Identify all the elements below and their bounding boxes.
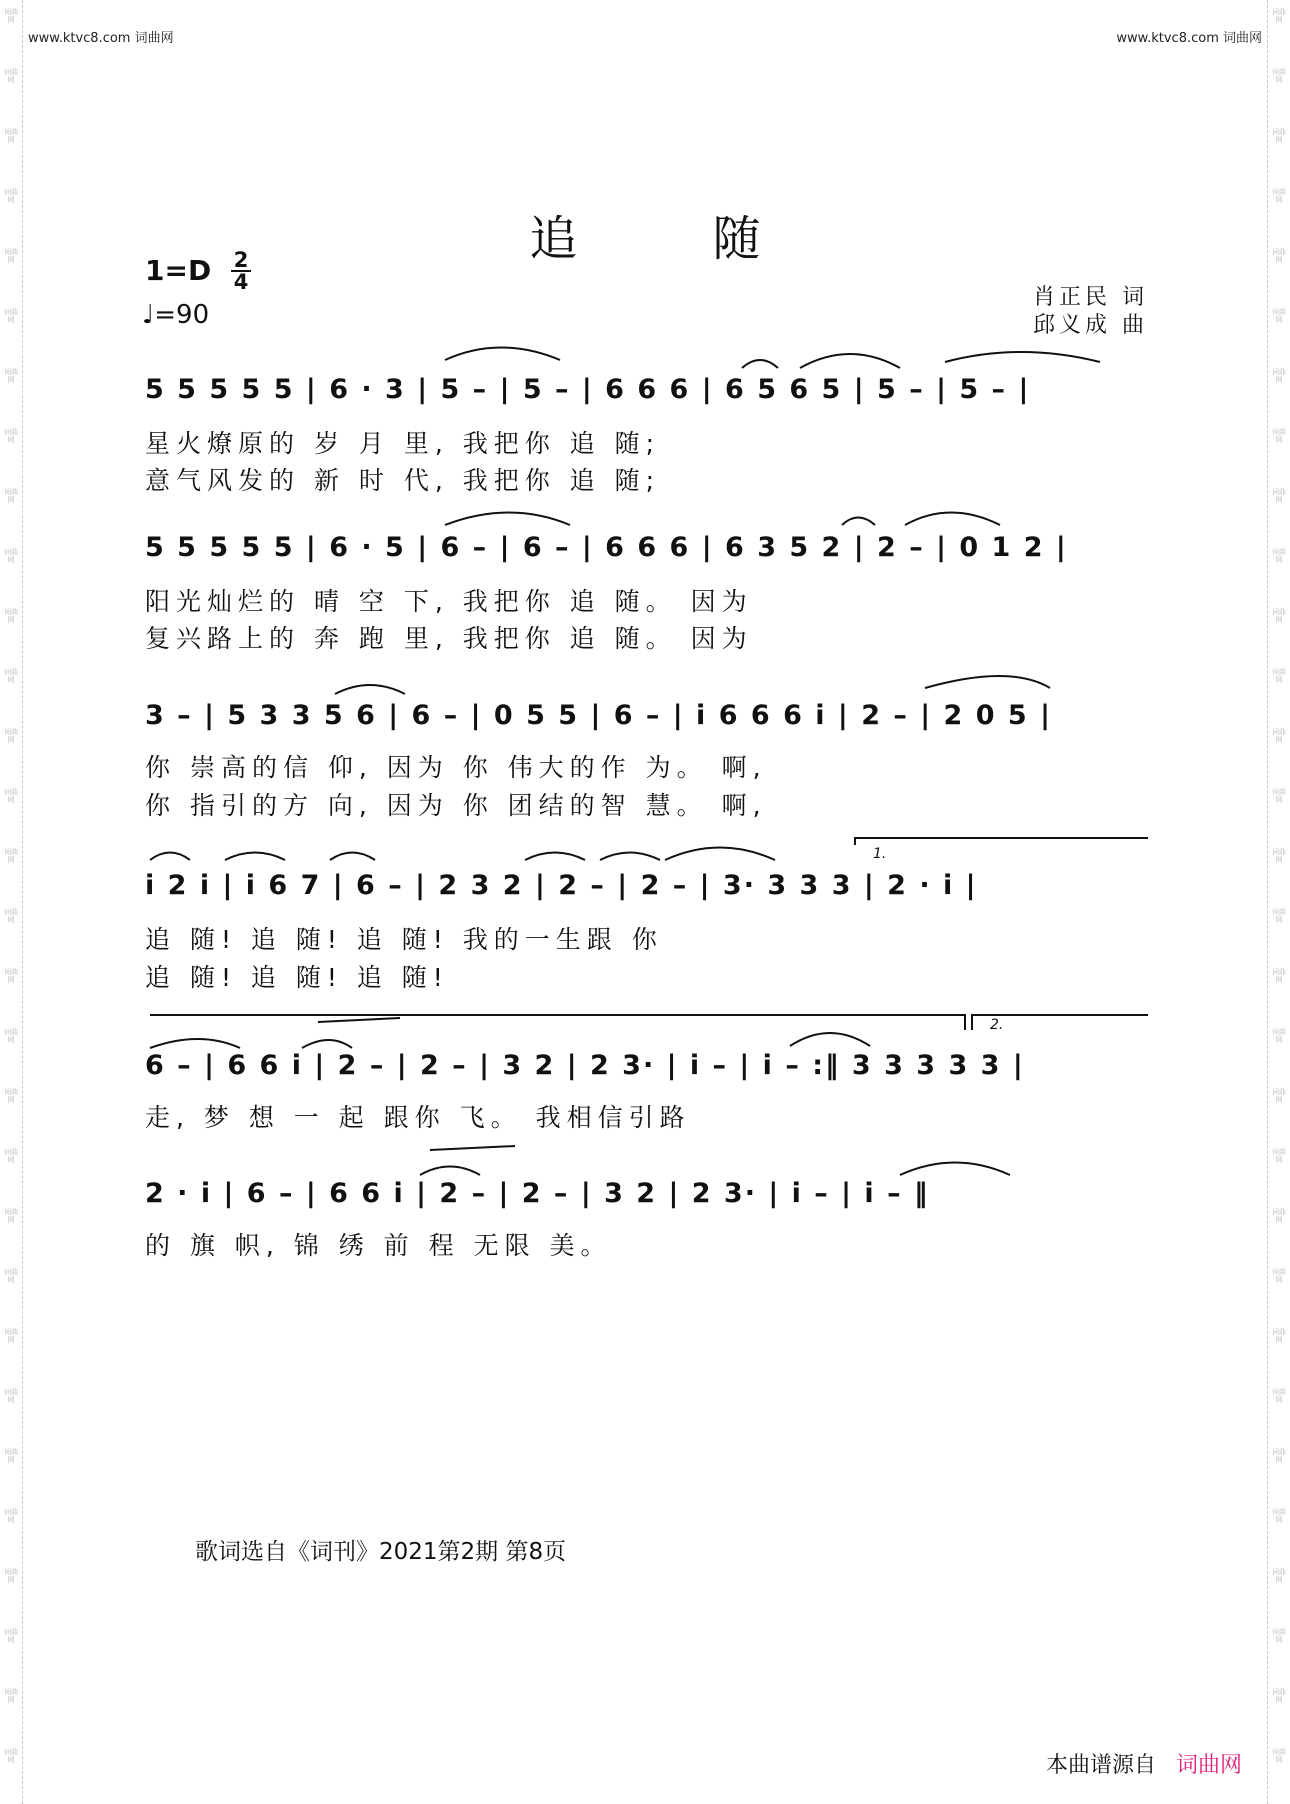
side-watermark-text: 词曲网 xyxy=(1272,968,1286,984)
music-line-1: 5 5 5 5 5 | 6 · 3 | 5 – | 5 – | 6 6 6 | 6 5 6 5 | 5 – | 5 – | xyxy=(145,374,1031,405)
side-watermark-text: 词曲网 xyxy=(1272,248,1286,264)
side-watermark-text: 词曲网 xyxy=(4,1628,18,1644)
slur xyxy=(900,1163,1010,1176)
slur xyxy=(302,1040,352,1048)
side-watermark-text: 词曲网 xyxy=(1272,668,1286,684)
slur xyxy=(445,513,570,526)
music-line-5: 6 – | 6 6 i | 2 – | 2 – | 3 2 | 2 3· | i – | i – :‖ 3 3 3 3 3 | xyxy=(145,1050,1025,1081)
music-line-6: 2 · i | 6 – | 6 6 i | 2 – | 2 – | 3 2 | 2 3· | i – | i – ‖ xyxy=(145,1178,930,1209)
lyrics-source-note: 歌词选自《词刊》2021第2期 第8页 xyxy=(195,1539,567,1565)
lyric-line-1-verse-2: 意气风发的 新 时 代, 我把你 追 随; xyxy=(145,466,661,495)
side-watermark-text: 词曲网 xyxy=(4,1748,18,1764)
side-watermark-text: 词曲网 xyxy=(1272,1148,1286,1164)
side-watermark-text: 词曲网 xyxy=(1272,1268,1286,1284)
slur xyxy=(790,1033,870,1046)
slur xyxy=(150,1039,240,1048)
side-watermark-text: 词曲网 xyxy=(4,128,18,144)
side-watermark-text: 词曲网 xyxy=(1272,728,1286,744)
side-watermark-text: 词曲网 xyxy=(4,968,18,984)
meter-bottom: 4 xyxy=(233,270,249,294)
side-watermark-text: 词曲网 xyxy=(4,1208,18,1224)
side-watermark-text: 词曲网 xyxy=(1272,1568,1286,1584)
composer-credit: 邱义成 曲 xyxy=(1033,313,1148,338)
side-watermark-text: 词曲网 xyxy=(4,1088,18,1104)
side-watermark-text: 词曲网 xyxy=(4,848,18,864)
side-watermark-text: 词曲网 xyxy=(4,1328,18,1344)
volta-label-2: 2. xyxy=(990,1017,1004,1033)
side-watermark-text: 词曲网 xyxy=(4,1388,18,1404)
side-watermark-text: 词曲网 xyxy=(1272,188,1286,204)
side-watermark-text: 词曲网 xyxy=(4,368,18,384)
side-watermark-text: 词曲网 xyxy=(4,1568,18,1584)
slur xyxy=(800,354,900,368)
score-source-credit xyxy=(1046,1748,1242,1779)
slur xyxy=(330,853,375,861)
slur xyxy=(905,513,1000,526)
slur xyxy=(445,348,560,361)
song-title: 追 随 xyxy=(529,211,821,267)
lyric-line-1-verse-1: 星火燎原的 岁 月 里, 我把你 追 随; xyxy=(145,429,661,458)
lyric-line-5: 走, 梦 想 一 起 跟你 飞。 我相信引路 xyxy=(145,1103,691,1132)
side-watermark-text: 词曲网 xyxy=(1272,608,1286,624)
side-watermark-text: 词曲网 xyxy=(1272,1388,1286,1404)
side-watermark-text: 词曲网 xyxy=(4,428,18,444)
lyric-line-6: 的 旗 帜, 锦 绣 前 程 无限 美。 xyxy=(145,1231,612,1260)
music-line-4: i 2 i | i 6 7 | 6 – | 2 3 2 | 2 – | 2 – | 3· 3 3 3 | 2 · i | xyxy=(145,870,978,901)
side-watermark-text: 词曲网 xyxy=(4,1148,18,1164)
side-watermark-text: 词曲网 xyxy=(4,728,18,744)
header-url-right: www.ktvc8.com 词曲网 xyxy=(1116,31,1262,46)
volta-label-1: 1. xyxy=(873,846,887,862)
side-watermark-text: 词曲网 xyxy=(1272,1328,1286,1344)
source-brand-link[interactable]: 词曲网 xyxy=(1175,1753,1242,1778)
slur xyxy=(600,853,660,861)
side-watermark-text: 词曲网 xyxy=(4,1688,18,1704)
side-watermark-text: 词曲网 xyxy=(4,488,18,504)
header-url-left: www.ktvc8.com 词曲网 xyxy=(28,31,174,46)
side-watermark-text: 词曲网 xyxy=(4,908,18,924)
slur xyxy=(420,1167,480,1176)
side-watermark-text: 词曲网 xyxy=(4,308,18,324)
crescendo-mark xyxy=(430,1146,515,1150)
lyric-line-2-verse-2: 复兴路上的 奔 跑 里, 我把你 追 随。 因为 xyxy=(145,624,753,653)
side-watermark-text: 词曲网 xyxy=(4,188,18,204)
lyric-line-3-verse-1: 你 崇高的信 仰, 因为 你 伟大的作 为。 啊, xyxy=(145,753,767,782)
slur xyxy=(742,360,778,368)
side-watermark-text: 词曲网 xyxy=(4,8,18,24)
side-watermark-text: 词曲网 xyxy=(4,608,18,624)
tempo-marking: ♩=90 xyxy=(142,300,210,330)
lyric-line-4-verse-2: 追 随! 追 随! 追 随! xyxy=(145,963,449,992)
side-watermark-text: 词曲网 xyxy=(1272,1748,1286,1764)
side-watermark-text: 词曲网 xyxy=(1272,368,1286,384)
side-watermark-text: 词曲网 xyxy=(1272,1088,1286,1104)
slur xyxy=(150,853,190,861)
slur xyxy=(842,518,875,526)
lyric-line-4-verse-1: 追 随! 追 随! 追 随! 我的一生跟 你 xyxy=(145,925,663,954)
side-watermark-text: 词曲网 xyxy=(1272,908,1286,924)
side-watermark-text: 词曲网 xyxy=(4,1028,18,1044)
side-watermark-text: 词曲网 xyxy=(4,68,18,84)
source-label: 本曲谱源自 xyxy=(1045,1753,1156,1778)
slur xyxy=(525,853,585,861)
side-watermark-text: 词曲网 xyxy=(1272,1688,1286,1704)
crescendo-mark xyxy=(318,1018,400,1022)
slur xyxy=(925,676,1050,688)
slur xyxy=(945,352,1100,362)
side-watermark-text: 词曲网 xyxy=(4,788,18,804)
slur xyxy=(665,848,775,861)
lyric-line-3-verse-2: 你 指引的方 向, 因为 你 团结的智 慧。 啊, xyxy=(145,791,767,820)
lyricist-credit: 肖正民 词 xyxy=(1033,285,1148,310)
side-watermark-text: 词曲网 xyxy=(4,248,18,264)
side-watermark-text: 词曲网 xyxy=(1272,68,1286,84)
slur xyxy=(225,853,285,861)
side-watermark-text: 词曲网 xyxy=(1272,548,1286,564)
side-watermark-text: 词曲网 xyxy=(1272,488,1286,504)
side-watermark-text: 词曲网 xyxy=(1272,1448,1286,1464)
side-watermark-text: 词曲网 xyxy=(4,548,18,564)
side-watermark-text: 词曲网 xyxy=(1272,1628,1286,1644)
volta-bracket-1 xyxy=(855,838,1148,845)
side-watermark-text: 词曲网 xyxy=(4,668,18,684)
side-watermark-text: 词曲网 xyxy=(4,1268,18,1284)
side-watermark-text: 词曲网 xyxy=(1272,1028,1286,1044)
side-watermark-text: 词曲网 xyxy=(1272,8,1286,24)
side-watermark-text: 词曲网 xyxy=(1272,848,1286,864)
music-line-3: 3 – | 5 3 3 5 6 | 6 – | 0 5 5 | 6 – | i 6 6 6 i | 2 – | 2 0 5 | xyxy=(145,700,1052,731)
side-watermark-text: 词曲网 xyxy=(1272,1208,1286,1224)
key-signature: 1=D xyxy=(145,254,212,287)
volta-bracket-1-continued xyxy=(150,1015,965,1030)
side-watermark-text: 词曲网 xyxy=(4,1448,18,1464)
music-line-2: 5 5 5 5 5 | 6 · 5 | 6 – | 6 – | 6 6 6 | 6 3 5 2 | 2 – | 0 1 2 | xyxy=(145,532,1068,563)
meter-top: 2 xyxy=(233,248,249,272)
side-watermark-text: 词曲网 xyxy=(1272,1508,1286,1524)
side-watermark-text: 词曲网 xyxy=(1272,128,1286,144)
side-watermark-text: 词曲网 xyxy=(1272,308,1286,324)
lyric-line-2-verse-1: 阳光灿烂的 晴 空 下, 我把你 追 随。 因为 xyxy=(145,587,753,616)
side-watermark-text: 词曲网 xyxy=(1272,428,1286,444)
slur xyxy=(335,685,405,694)
side-watermark-text: 词曲网 xyxy=(4,1508,18,1524)
side-watermark-text: 词曲网 xyxy=(1272,788,1286,804)
